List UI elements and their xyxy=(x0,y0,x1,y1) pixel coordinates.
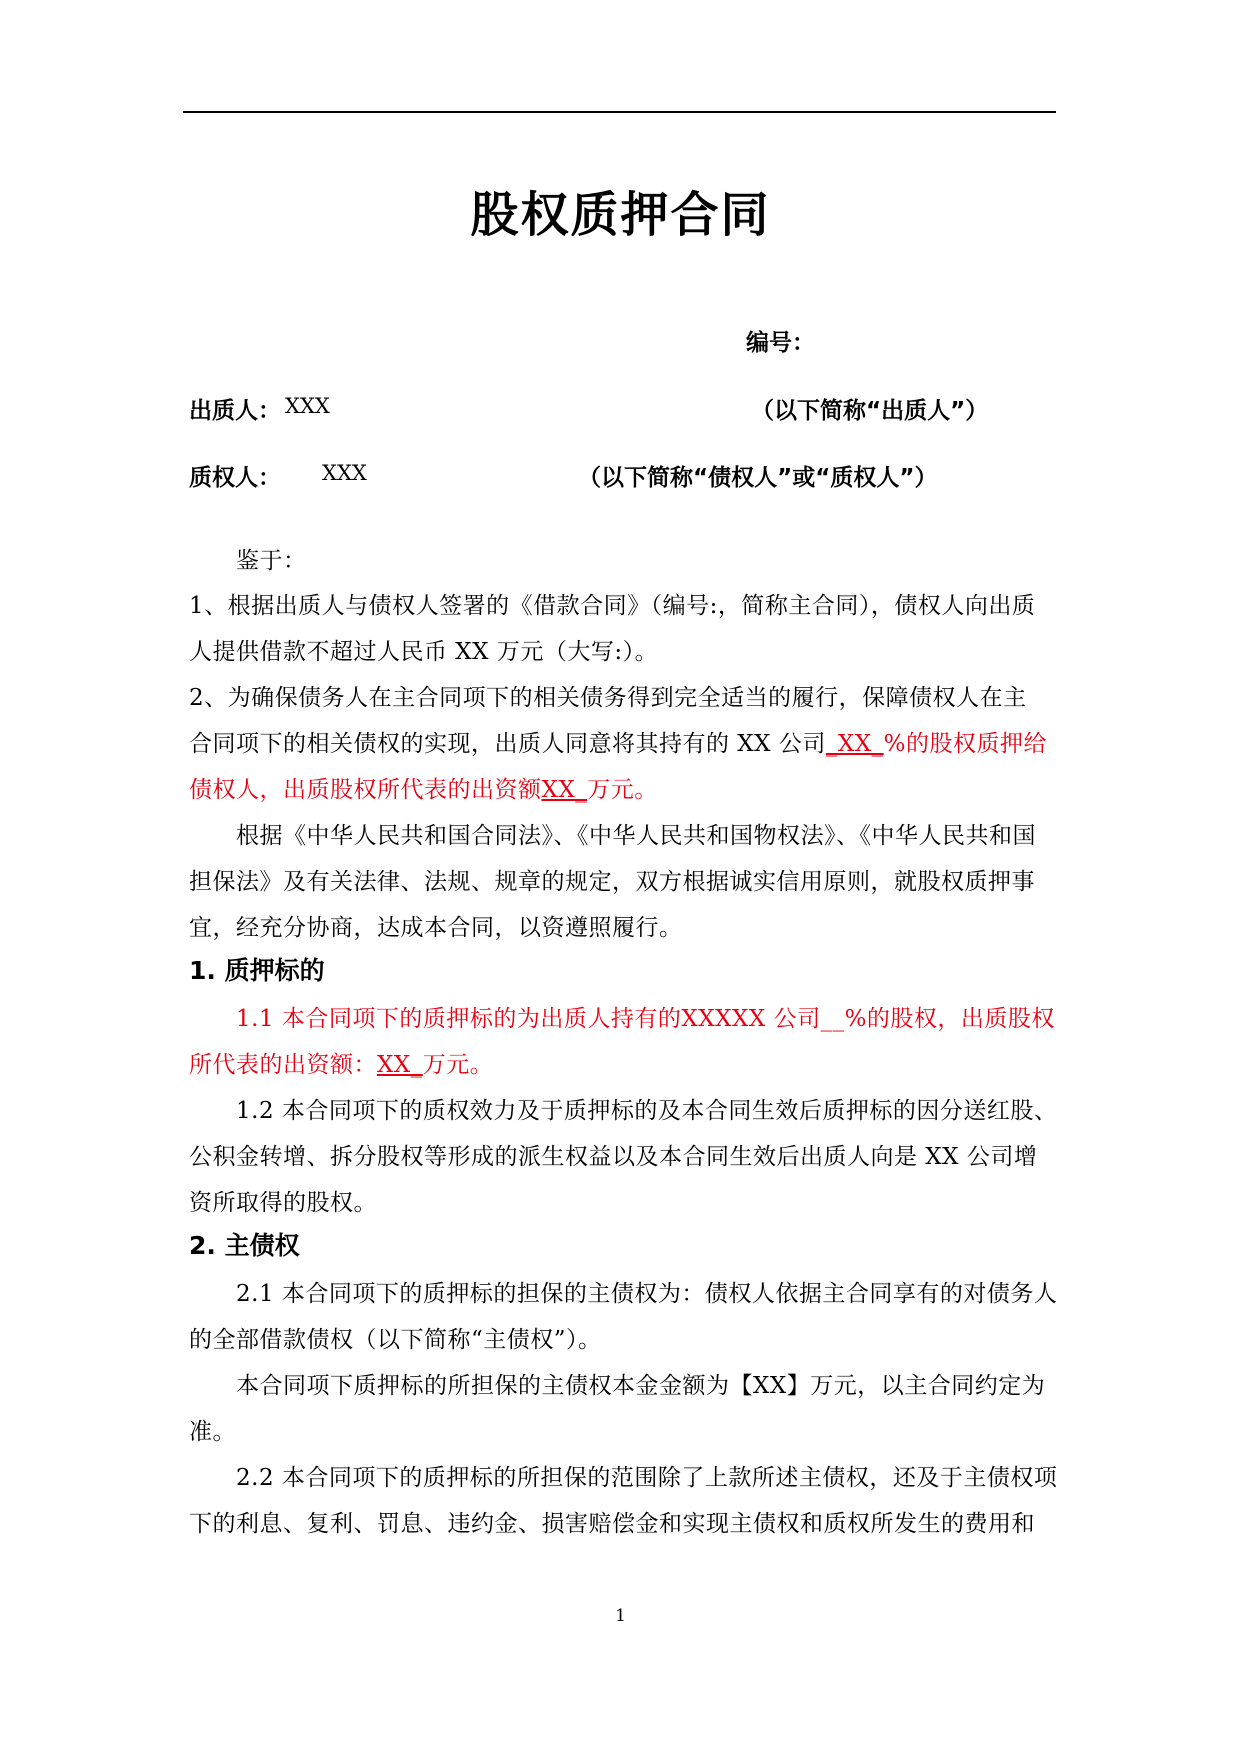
pledge-percent-blank: _XX_ xyxy=(825,731,884,757)
recital-2-line-1: 2、为确保债务人在主合同项下的相关债务得到完全适当的履行，保障债权人在主 xyxy=(189,685,1027,711)
basis-line-2: 担保法》及有关法律、法规、规章的规定，双方根据诚实信用原则，就股权质押事 xyxy=(189,869,1035,895)
clause-1-1-line-2 xyxy=(189,1046,493,1079)
whereas-label: 鉴于： xyxy=(236,548,307,574)
recital-2-line-3 xyxy=(189,771,658,804)
pledge-percent-text: %的股权质押给 xyxy=(883,731,1047,757)
capital-amount-blank: XX_ xyxy=(541,777,588,803)
header-rule xyxy=(183,111,1056,113)
capital-unit: 万元。 xyxy=(587,777,658,803)
clause-1-1-unit: 万元。 xyxy=(422,1052,494,1078)
pledgee-label: 质权人： xyxy=(189,465,281,491)
basis-line-1: 根据《中华人民共和国合同法》、《中华人民共和国物权法》、《中华人民共和国 xyxy=(236,823,1036,849)
recital-1-line-2: 人提供借款不超过人民币 XX 万元（大写:）。 xyxy=(189,639,659,665)
section-1-heading: 1. 质押标的 xyxy=(189,956,325,985)
pledgor-label: 出质人： xyxy=(189,398,281,424)
pledgor-value: XXX xyxy=(285,394,330,418)
recital-2-text: 合同项下的相关债权的实现，出质人同意将其持有的 XX 公司 xyxy=(189,731,826,757)
principal-line-1: 本合同项下质押标的所担保的主债权本金金额为【XX】万元，以主合同约定为 xyxy=(236,1373,1046,1399)
section-2-heading: 2. 主债权 xyxy=(189,1231,300,1260)
contract-number-label: 编号： xyxy=(746,330,815,356)
clause-1-1-amount-blank: XX_ xyxy=(377,1052,423,1078)
clause-2-1-line-1: 2.1 本合同项下的质押标的担保的主债权为：债权人依据主合同享有的对债务人 xyxy=(236,1281,1058,1307)
principal-line-2: 准。 xyxy=(189,1419,236,1445)
clause-1-1-line-1: 1.1 本合同项下的质押标的为出质人持有的XXXXX 公司__%的股权，出质股权 xyxy=(236,1006,1055,1032)
recital-2-line-2 xyxy=(189,725,1047,758)
clause-1-2-line-3: 资所取得的股权。 xyxy=(189,1190,377,1216)
clause-2-2-line-1: 2.2 本合同项下的质押标的所担保的范围除了上款所述主债权，还及于主债权项 xyxy=(236,1465,1058,1491)
capital-text: 债权人，出质股权所代表的出资额 xyxy=(189,777,542,803)
pledgee-value: XXX xyxy=(322,461,367,485)
pledgor-alias: （以下简称“出质人”） xyxy=(751,398,989,424)
pledgee-alias: （以下简称“债权人”或“质权人”） xyxy=(578,465,938,491)
basis-line-3: 宜，经充分协商，达成本合同，以资遵照履行。 xyxy=(189,915,683,941)
page-number: 1 xyxy=(615,1606,626,1626)
clause-2-1-line-2: 的全部借款债权（以下简称“主债权”）。 xyxy=(189,1327,602,1353)
clause-2-2-line-2: 下的利息、复利、罚息、违约金、损害赔偿金和实现主债权和质权所发生的费用和 xyxy=(189,1511,1035,1537)
clause-1-2-line-1: 1.2 本合同项下的质权效力及于质押标的及本合同生效后质押标的因分送红股、 xyxy=(236,1098,1058,1124)
recital-1-line-1: 1、根据出质人与债权人签署的《借款合同》（编号:，简称主合同），债权人向出质 xyxy=(189,593,1036,619)
clause-1-2-line-2: 公积金转增、拆分股权等形成的派生权益以及本合同生效后出质人向是 XX 公司增 xyxy=(189,1144,1038,1170)
document-title: 股权质押合同 xyxy=(470,187,771,243)
clause-1-1-text: 所代表的出资额： xyxy=(189,1052,377,1078)
